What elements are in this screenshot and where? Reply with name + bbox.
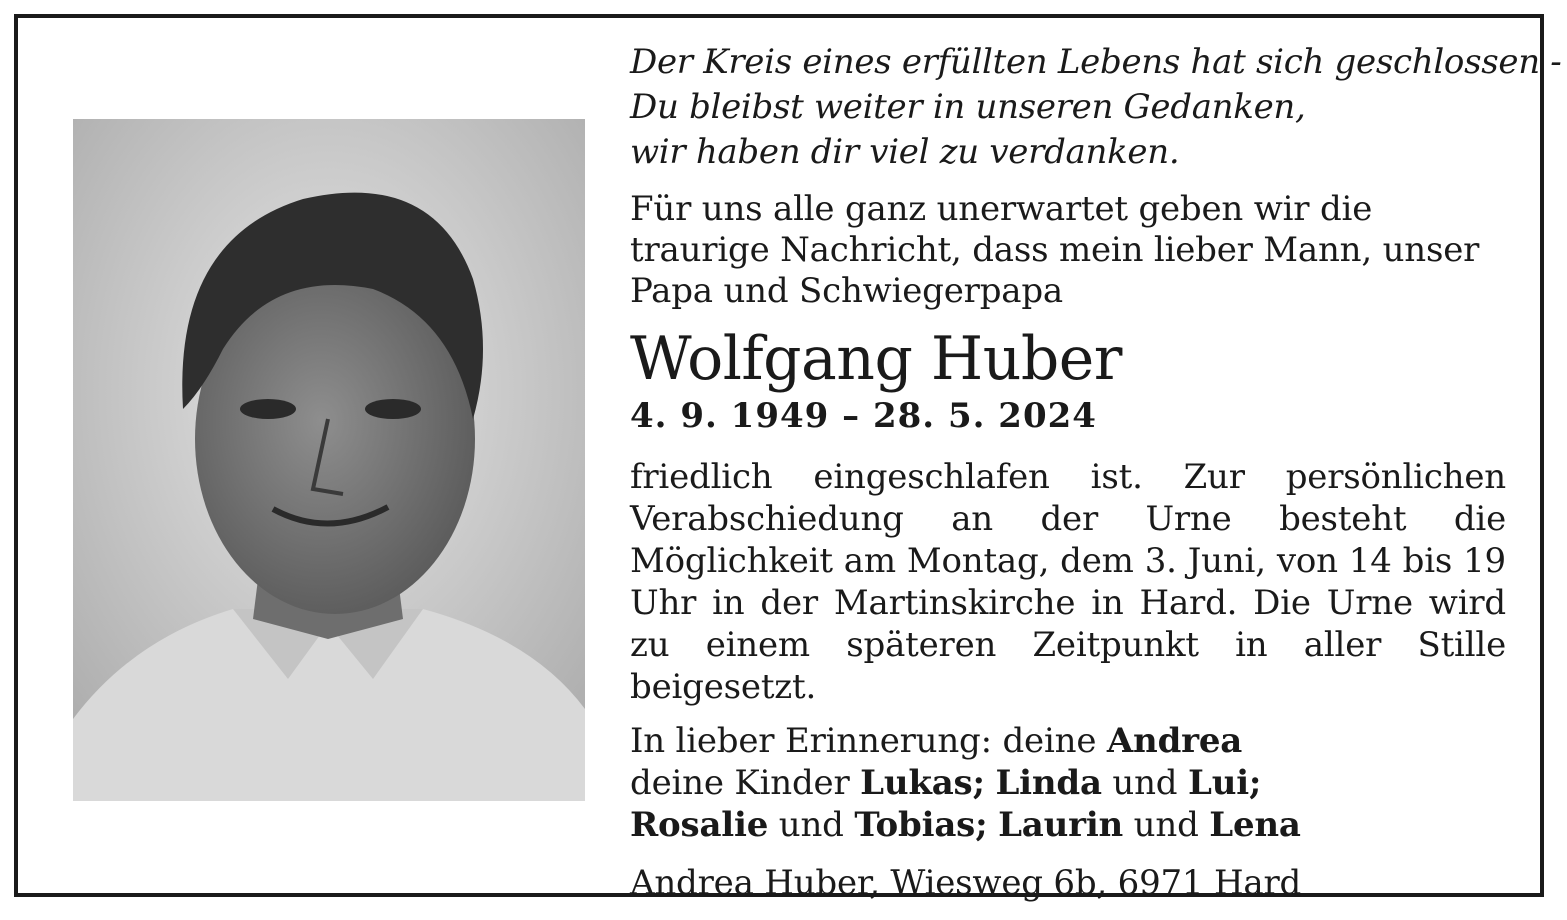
remembrance-line-1 [630,720,1506,762]
conjunction: und [1101,763,1188,803]
announcement-body: friedlich eingeschlafen ist. Zur persönlichen Verabschiedung an der Urne besteht die Möglichkeit am Montag, dem 3. Juni, von 14 bis 19 Uhr in der Martinskirche in Hard. Die Urne wird zu einem späteren Zeitpunkt in aller Stille beigesetzt. [630,457,1506,707]
family-address: Andrea Huber, Wiesweg 6b, 6971 Hard [630,863,1302,903]
remembrance-line-2 [630,762,1506,804]
motto-line-3: wir haben dir viel zu verdanken. [630,132,1180,172]
remembrance-block [630,720,1506,846]
life-dates: 4. 9. 1949 – 28. 5. 2024 [630,396,1097,436]
portrait-image [73,119,585,801]
motto-verse [630,40,1562,175]
remembrance-prefix: In lieber Erinnerung: deine [630,721,1107,761]
child-name: Laurin [998,805,1124,845]
motto-line-1: Der Kreis eines erfüllten Lebens hat sich geschlossen - [630,42,1562,82]
obituary-text [630,40,1562,904]
motto-line-2: Du bleibst weiter in unseren Gedanken, [630,87,1306,127]
child-name: Lena [1209,805,1301,845]
child-name: Lui; [1187,763,1262,803]
kids-prefix: deine Kinder [630,763,861,803]
child-name: Tobias; [854,805,988,845]
spouse-name: Andrea [1106,721,1243,761]
child-name: Linda [995,763,1102,803]
intro-text: Für uns alle ganz unerwartet geben wir die traurige Nachricht, dass mein lieber Mann, unser Papa und Schwiegerpapa [630,189,1480,311]
remembrance-line-3 [630,804,1506,846]
conjunction: und [768,805,855,845]
portrait-photo [73,119,585,801]
child-name: Lukas; [860,763,985,803]
child-name: Rosalie [630,805,769,845]
deceased-name: Wolfgang Huber [630,324,1122,394]
conjunction: und [1123,805,1210,845]
